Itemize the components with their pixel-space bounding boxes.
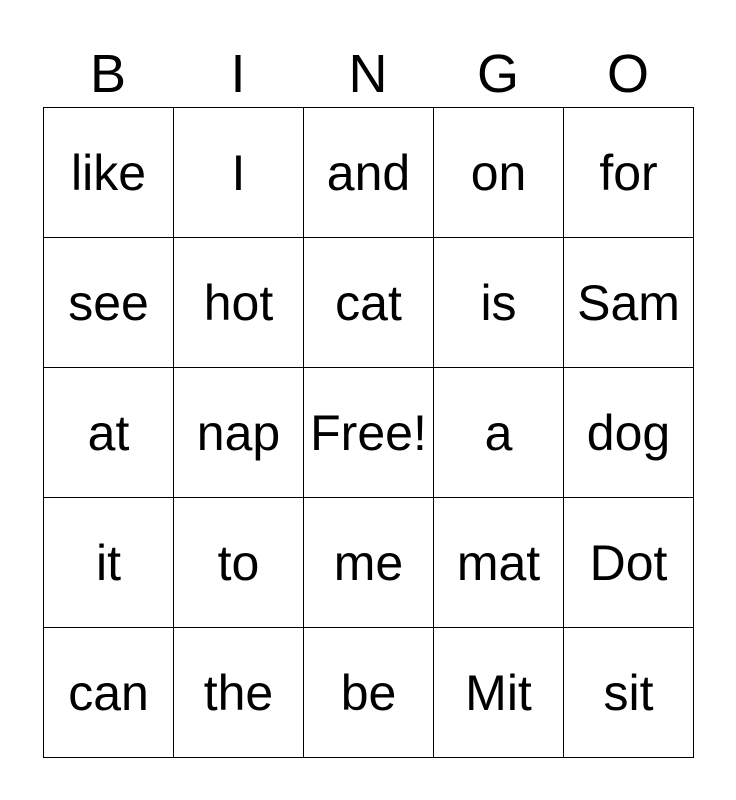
header-letter-i: I	[230, 44, 246, 104]
header-letter-o: O	[606, 44, 649, 104]
bingo-cell: the	[174, 628, 304, 758]
bingo-cell: on	[434, 108, 564, 238]
bingo-cell: Dot	[564, 498, 694, 628]
bingo-cell: see	[44, 238, 174, 368]
bingo-header	[43, 40, 693, 108]
bingo-cell: nap	[174, 368, 304, 498]
bingo-cell: mat	[434, 498, 564, 628]
bingo-cell: dog	[564, 368, 694, 498]
free-space-cell: Free!	[304, 368, 434, 498]
bingo-cell: Sam	[564, 238, 694, 368]
bingo-cell: at	[44, 368, 174, 498]
bingo-cell: can	[44, 628, 174, 758]
bingo-card-grid	[43, 107, 694, 758]
header-letter-g: G	[476, 44, 519, 104]
header-letter-n: N	[348, 44, 388, 104]
bingo-cell: me	[304, 498, 434, 628]
bingo-cell: I	[174, 108, 304, 238]
bingo-cell: sit	[564, 628, 694, 758]
bingo-cell: a	[434, 368, 564, 498]
bingo-cell: to	[174, 498, 304, 628]
bingo-cell: hot	[174, 238, 304, 368]
bingo-cell: cat	[304, 238, 434, 368]
bingo-cell: be	[304, 628, 434, 758]
bingo-cell: for	[564, 108, 694, 238]
header-letter-b: B	[89, 44, 127, 104]
bingo-cell: is	[434, 238, 564, 368]
bingo-cell: it	[44, 498, 174, 628]
bingo-cell: Mit	[434, 628, 564, 758]
bingo-cell: and	[304, 108, 434, 238]
bingo-cell: like	[44, 108, 174, 238]
